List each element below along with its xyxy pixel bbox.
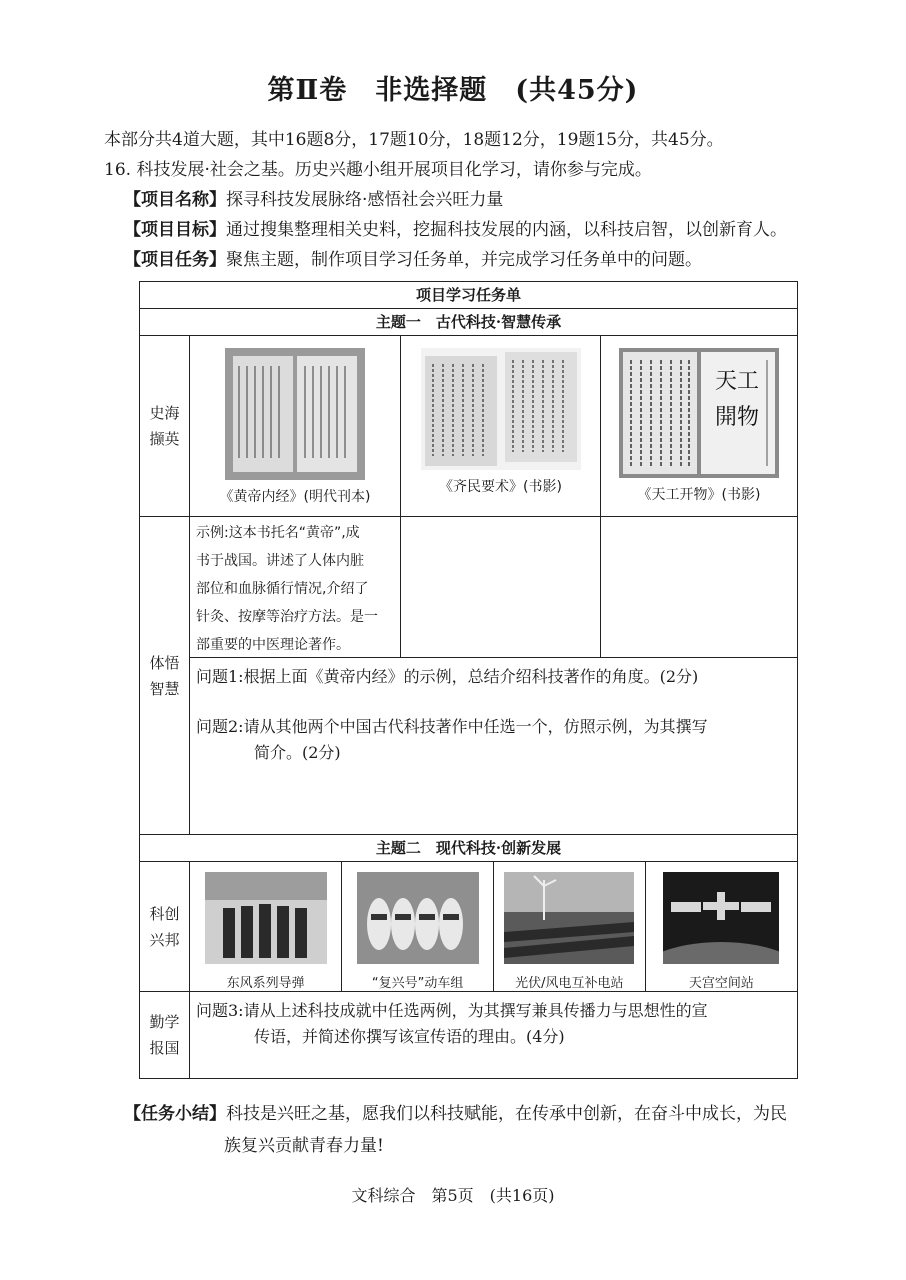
- project-goal-line: [124, 218, 787, 242]
- example-line: 书于战国。讲述了人体内脏: [196, 553, 364, 569]
- row-label-qinxue-a: 勤学: [149, 1013, 180, 1031]
- modern-caption-solar: 光伏/风电互补电站: [515, 976, 624, 991]
- example-line: 部位和血脉循行情况,介绍了: [196, 581, 369, 597]
- project-task-label: 【项目任务】: [124, 250, 226, 270]
- question-2-line-a: 问题2:请从其他两个中国古代科技著作中任选一个，仿照示例，为其撰写: [196, 717, 708, 736]
- project-name-line: [124, 188, 503, 212]
- answer-cell-qimin[interactable]: [401, 517, 601, 658]
- book-image-qimin: [421, 348, 581, 470]
- solar-wind-image: [504, 872, 634, 964]
- project-task-line: [124, 248, 702, 272]
- tiangong-cover-text: 天工開物: [714, 369, 760, 430]
- book-cell-huangdi: [190, 336, 401, 517]
- question-3-line-a: 问题3:请从上述科技成就中任选两例，为其撰写兼具传播力与思想性的宣: [196, 1001, 708, 1020]
- modern-cell-missile: [190, 862, 342, 991]
- example-line: 部重要的中医理论著作。: [196, 637, 350, 653]
- theme-2-title: 主题二 现代科技·创新发展: [140, 835, 798, 862]
- book-caption-qimin: 《齐民要术》(书影): [439, 479, 562, 495]
- row-label-tiwu: [140, 517, 190, 835]
- project-goal-text: 通过搜集整理相关史料，挖掘科技发展的内涵，以科技启智，以创新育人。: [226, 220, 787, 240]
- book-cell-tiangong: [601, 336, 798, 517]
- task-summary-text-a: 科技是兴旺之基，愿我们以科技赋能，在传承中创新，在奋斗中成长，为民: [226, 1104, 787, 1124]
- section-intro: 本部分共4道大题，其中16题8分，17题10分，18题12分，19题15分，共45分。: [104, 130, 724, 150]
- task-sheet-header: 项目学习任务单: [140, 282, 798, 309]
- row-label-shihai-a: 史海: [149, 404, 180, 422]
- modern-cell-train: [342, 862, 494, 991]
- book-image-tiangong: [619, 348, 779, 478]
- row-label-shihai: [140, 336, 190, 517]
- project-goal-label: 【项目目标】: [124, 220, 226, 240]
- task-summary-label: 【任务小结】: [124, 1104, 226, 1124]
- page-title: 第Ⅱ卷 非选择题 (共45分): [267, 75, 639, 106]
- question-2-line-b: 简介。(2分): [254, 743, 341, 762]
- project-task-text: 聚焦主题，制作项目学习任务单，并完成学习任务单中的问题。: [226, 250, 702, 270]
- space-station-image: [663, 872, 779, 964]
- project-name-label: 【项目名称】: [124, 190, 226, 210]
- row-label-kechuang-a: 科创: [149, 904, 180, 923]
- question-3-cell: [190, 992, 798, 1079]
- missile-image: [205, 872, 327, 964]
- task-summary-line-a: [124, 1102, 787, 1126]
- question-1: 问题1:根据上面《黄帝内经》的示例，总结介绍科技著作的角度。(2分): [196, 667, 699, 686]
- book-caption-huangdi: 《黄帝内经》(明代刊本): [219, 489, 371, 505]
- row-label-shihai-b: 撷英: [149, 430, 180, 448]
- modern-cell-solar: [494, 862, 646, 991]
- row-label-qinxue-b: 报国: [149, 1039, 180, 1057]
- example-line: 针灸、按摩等治疗方法。是一: [196, 609, 378, 625]
- question-3-line-b: 传语，并简述你撰写该宣传语的理由。(4分): [254, 1027, 565, 1046]
- modern-caption-station: 天宫空间站: [688, 976, 754, 991]
- answer-cell-tiangong[interactable]: [601, 517, 798, 658]
- modern-achievements-grid: [190, 862, 797, 991]
- row-label-tiwu-a: 体悟: [149, 653, 180, 672]
- train-image: [357, 872, 479, 964]
- task-sheet-table: [139, 281, 798, 1079]
- page-footer: 文科综合 第5页 (共16页): [351, 1186, 555, 1205]
- modern-caption-missile: 东风系列导弹: [226, 976, 305, 991]
- questions-1-2-cell: [190, 658, 798, 835]
- modern-cell-station: [645, 862, 797, 991]
- example-line: 示例:这本书托名“黄帝”,成: [196, 525, 360, 541]
- book-caption-tiangong: 《天工开物》(书影): [637, 487, 761, 503]
- question-2: [190, 694, 797, 770]
- row-label-kechuang-b: 兴邦: [149, 930, 180, 949]
- book-image-huangdi: [225, 348, 365, 480]
- example-cell: [190, 517, 401, 658]
- row-label-kechuang: [140, 862, 190, 992]
- modern-achievements-cell: [190, 862, 798, 992]
- question-3: [190, 992, 797, 1054]
- question-16-lead: 16. 科技发展·社会之基。历史兴趣小组开展项目化学习，请你参与完成。: [104, 160, 652, 180]
- theme-1-title: 主题一 古代科技·智慧传承: [140, 309, 798, 336]
- row-label-qinxue: [140, 992, 190, 1079]
- row-label-tiwu-b: 智慧: [149, 679, 180, 698]
- project-name-text: 探寻科技发展脉络·感悟社会兴旺力量: [226, 190, 504, 210]
- example-text: [190, 517, 400, 657]
- modern-caption-train: “复兴号”动车组: [371, 976, 464, 991]
- task-summary-text-b: 族复兴贡献青春力量!: [224, 1136, 384, 1156]
- book-cell-qimin: [401, 336, 601, 517]
